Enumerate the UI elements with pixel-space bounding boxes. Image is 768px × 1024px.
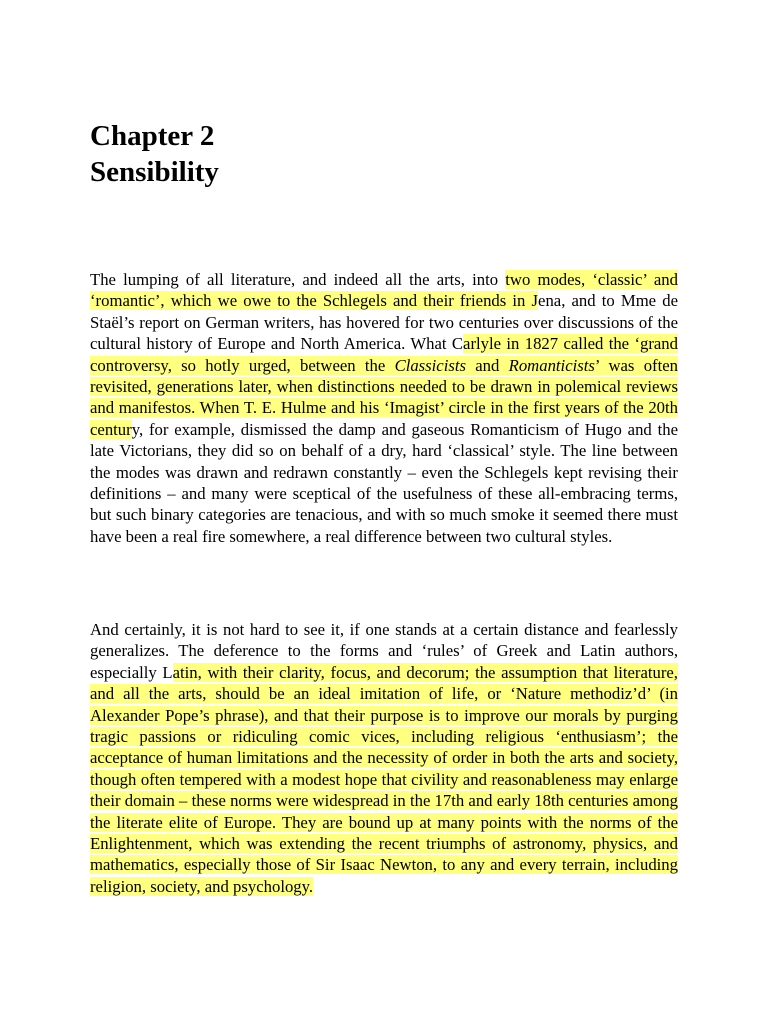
- highlighted-text-segment: and: [465, 355, 509, 375]
- body-paragraph-2: [90, 619, 678, 897]
- body-paragraph-1: [90, 269, 678, 547]
- paragraph-text: The lumping of all literature, and indeed all the arts, into: [90, 270, 506, 289]
- paragraph-text: y, for example, dismissed the damp and gaseous Romanticism of Hugo and the late Victorians, they did so on behalf of a dry, hard ‘classical’ style. The line between the modes was drawn and redrawn constantly – even the Schlegels kept revising their definitions – and many were sceptical of the usefulness of these all-embracing terms, but such binary categories are tenacious, and with so much smoke it seemed there must have been a real fire somewhere, a real difference between two cultural styles.: [90, 419, 678, 546]
- chapter-title: Sensibility: [90, 156, 219, 188]
- italic-term-classicists: Classicists: [394, 355, 466, 375]
- paragraph-text: And certainly, it is not hard to see it, if one stands at a certain distance and fearlessly generalizes. The deference to the forms and ‘rules’ of Greek and Latin authors, especially L: [90, 620, 678, 682]
- italic-term-romanticists: Romanticists: [508, 355, 595, 375]
- highlighted-text-segment: arlyle in 1827 called the ‘grand controversy, so hotly urged, between the: [90, 334, 678, 375]
- highlighted-text: atin, with their clarity, focus, and decorum; the assumption that literature, and all the arts, should be an ideal imitation of life, or ‘Nature methodiz’d’ (in Alexander Pope’s phrase), and that their purpose is to improve our morals by purging tragic passions or ridiculing comic vices, including religious ‘enthusiasm’; the acceptance of human limitations and the necessity of order in both the arts and society, though often tempered with a modest hope that civility and reasonableness may enlarge their domain – these norms were widespread in the 17th and early 18th centuries among the literate elite of Europe. They are bound up at many points with the norms of the Enlightenment, which was extending the recent triumphs of astronomy, physics, and mathematics, especially those of Sir Isaac Newton, to any and every terrain, including religion, society, and psychology.: [90, 662, 678, 896]
- highlighted-text-segment: ’ was often revisited, generations later, when distinctions needed to be drawn in polemical reviews and manifestos. When T. E. Hulme and his ‘Imagist’ circle in the first years of the 20th centur: [90, 355, 678, 439]
- highlighted-text: two modes, ‘classic’ and ‘romantic’, which we owe to the Schlegels and their friends in J: [90, 270, 678, 311]
- chapter-label: Chapter 2: [90, 120, 215, 152]
- paragraph-text: ena, and to Mme de Staël’s report on German writers, has hovered for two centuries over discussions of the cultural history of Europe and North America. What C: [90, 291, 678, 354]
- chapter-heading: [90, 118, 219, 190]
